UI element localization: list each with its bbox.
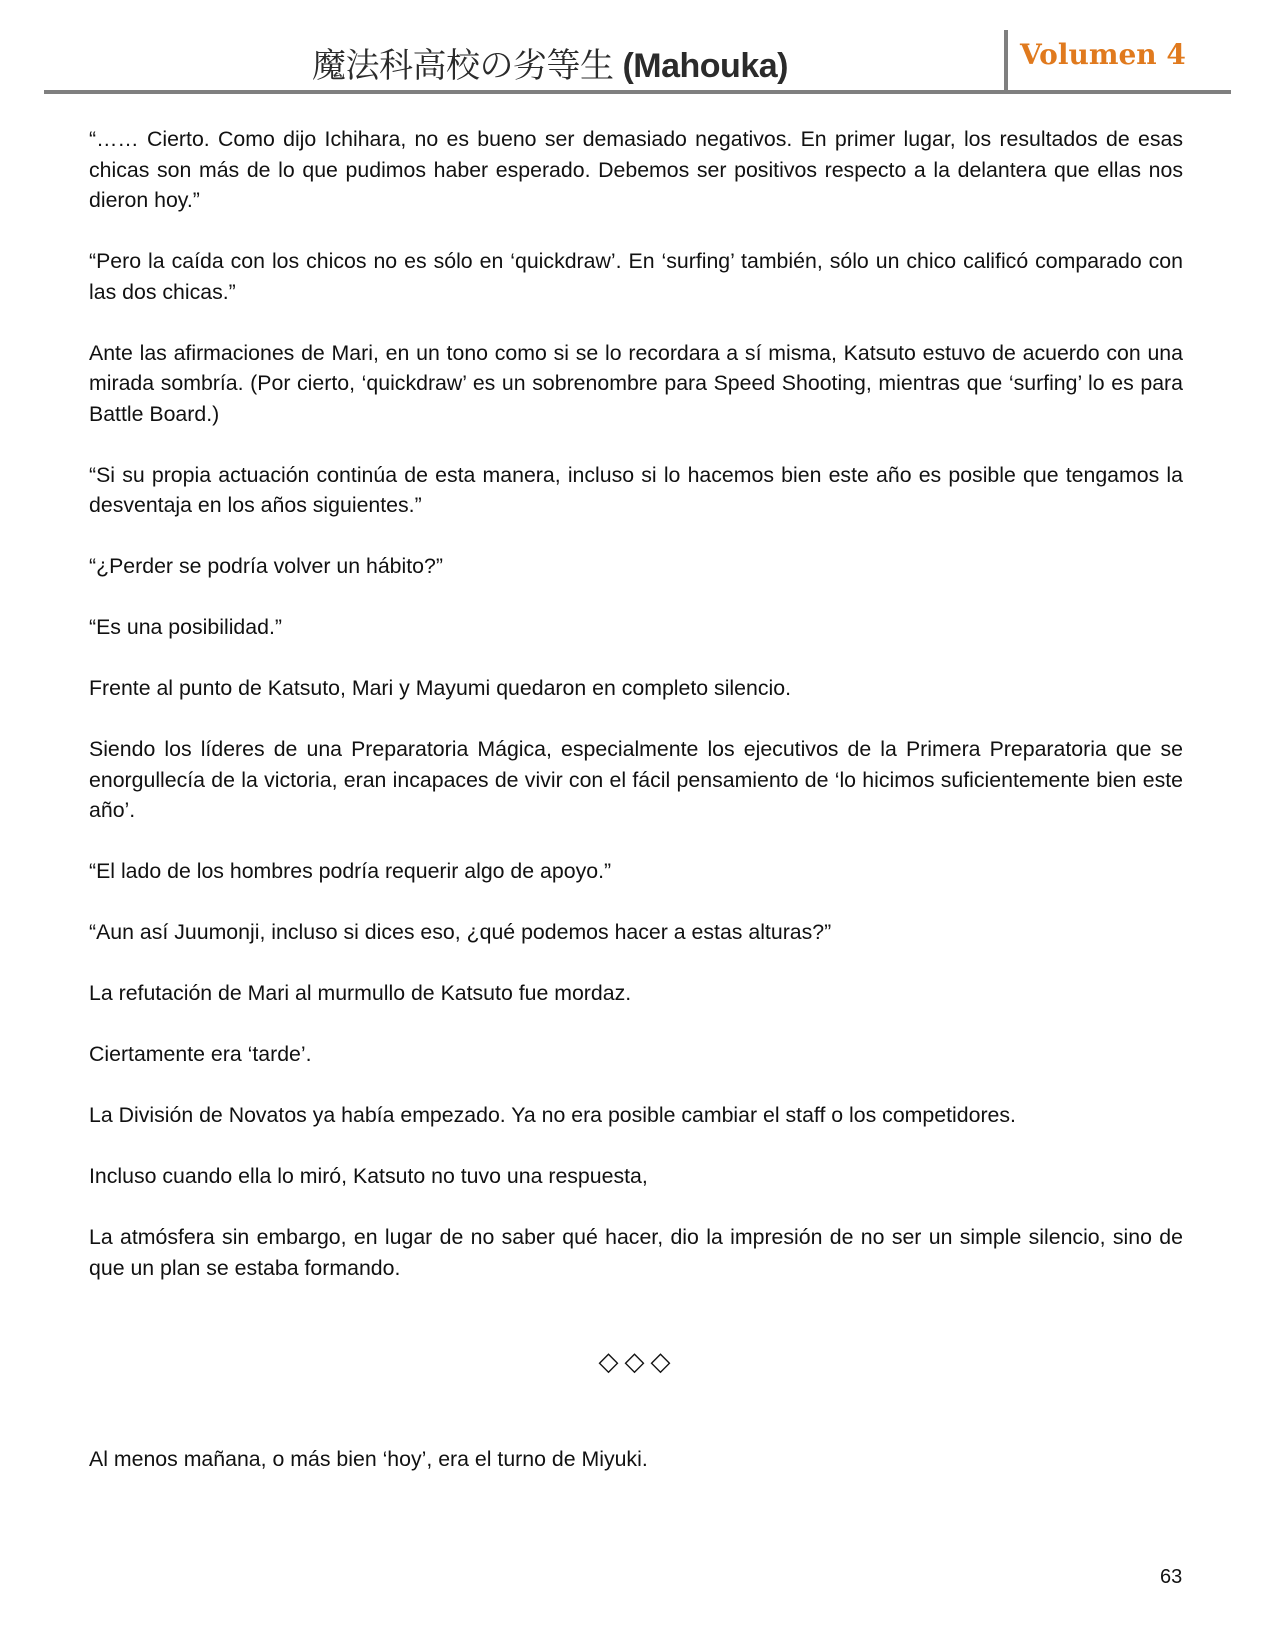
paragraph: “¿Perder se podría volver un hábito?”	[89, 554, 443, 578]
book-title-romaji: (Mahouka)	[622, 47, 788, 85]
paragraph: La refutación de Mari al murmullo de Katsuto fue mordaz.	[89, 981, 632, 1005]
paragraph: Ciertamente era ‘tarde’.	[89, 1042, 312, 1066]
paragraph: Ante las afirmaciones de Mari, en un tono como si se lo recordara a sí misma, Katsuto estuvo de acuerdo con una mirada sombría. (Por cierto, ‘quickdraw’ es un sobrenombre para Speed Shooting, mientras que ‘surfing’ lo es para Battle Board.)	[89, 340, 1183, 426]
paragraph: “…… Cierto. Como dijo Ichihara, no es bueno ser demasiado negativos. En primer lugar, los resultados de esas chicas son más de lo que pudimos haber esperado. Debemos ser positivos respecto a la delantera que ellas nos dieron hoy.”	[89, 127, 1183, 212]
header-divider-vertical	[1004, 30, 1008, 94]
closing-paragraph: Al menos mañana, o más bien ‘hoy’, era el turno de Miyuki.	[89, 1447, 648, 1471]
scene-break-diamonds: ◇◇◇	[598, 1346, 677, 1376]
paragraph: “El lado de los hombres podría requerir algo de apoyo.”	[89, 859, 612, 883]
paragraph: Frente al punto de Katsuto, Mari y Mayumi quedaron en completo silencio.	[89, 676, 791, 700]
paragraph: La atmósfera sin embargo, en lugar de no saber qué hacer, dio la impresión de no ser un simple silencio, sino de que un plan se estaba formando.	[89, 1225, 1183, 1280]
paragraph: “Si su propia actuación continúa de esta manera, incluso si lo hacemos bien este año es posible que tengamos la desventaja en los años siguientes.”	[89, 462, 1183, 517]
paragraph: “Es una posibilidad.”	[89, 615, 282, 639]
paragraph: La División de Novatos ya había empezado. Ya no era posible cambiar el staff o los competidores.	[89, 1103, 1016, 1127]
book-title-japanese: 魔法科高校の劣等生	[312, 47, 614, 85]
page-body	[89, 124, 1183, 1314]
header-rule	[44, 90, 1231, 94]
paragraph: Siendo los líderes de una Preparatoria Mágica, especialmente los ejecutivos de la Primera Preparatoria que se enorgullecía de la victoria, eran incapaces de vivir con el fácil pensamiento de ‘lo hicimos suficientemente bien este año’.	[89, 737, 1183, 822]
book-title	[200, 38, 900, 87]
volume-label: Volumen 4	[1020, 38, 1186, 71]
paragraph: “Aun así Juumonji, incluso si dices eso, ¿qué podemos hacer a estas alturas?”	[89, 920, 832, 944]
paragraph: “Pero la caída con los chicos no es sólo en ‘quickdraw’. En ‘surfing’ también, sólo un chico calificó comparado con las dos chicas.”	[89, 249, 1183, 304]
paragraph: Incluso cuando ella lo miró, Katsuto no tuvo una respuesta,	[89, 1164, 648, 1188]
page-number: 63	[1160, 1566, 1183, 1588]
